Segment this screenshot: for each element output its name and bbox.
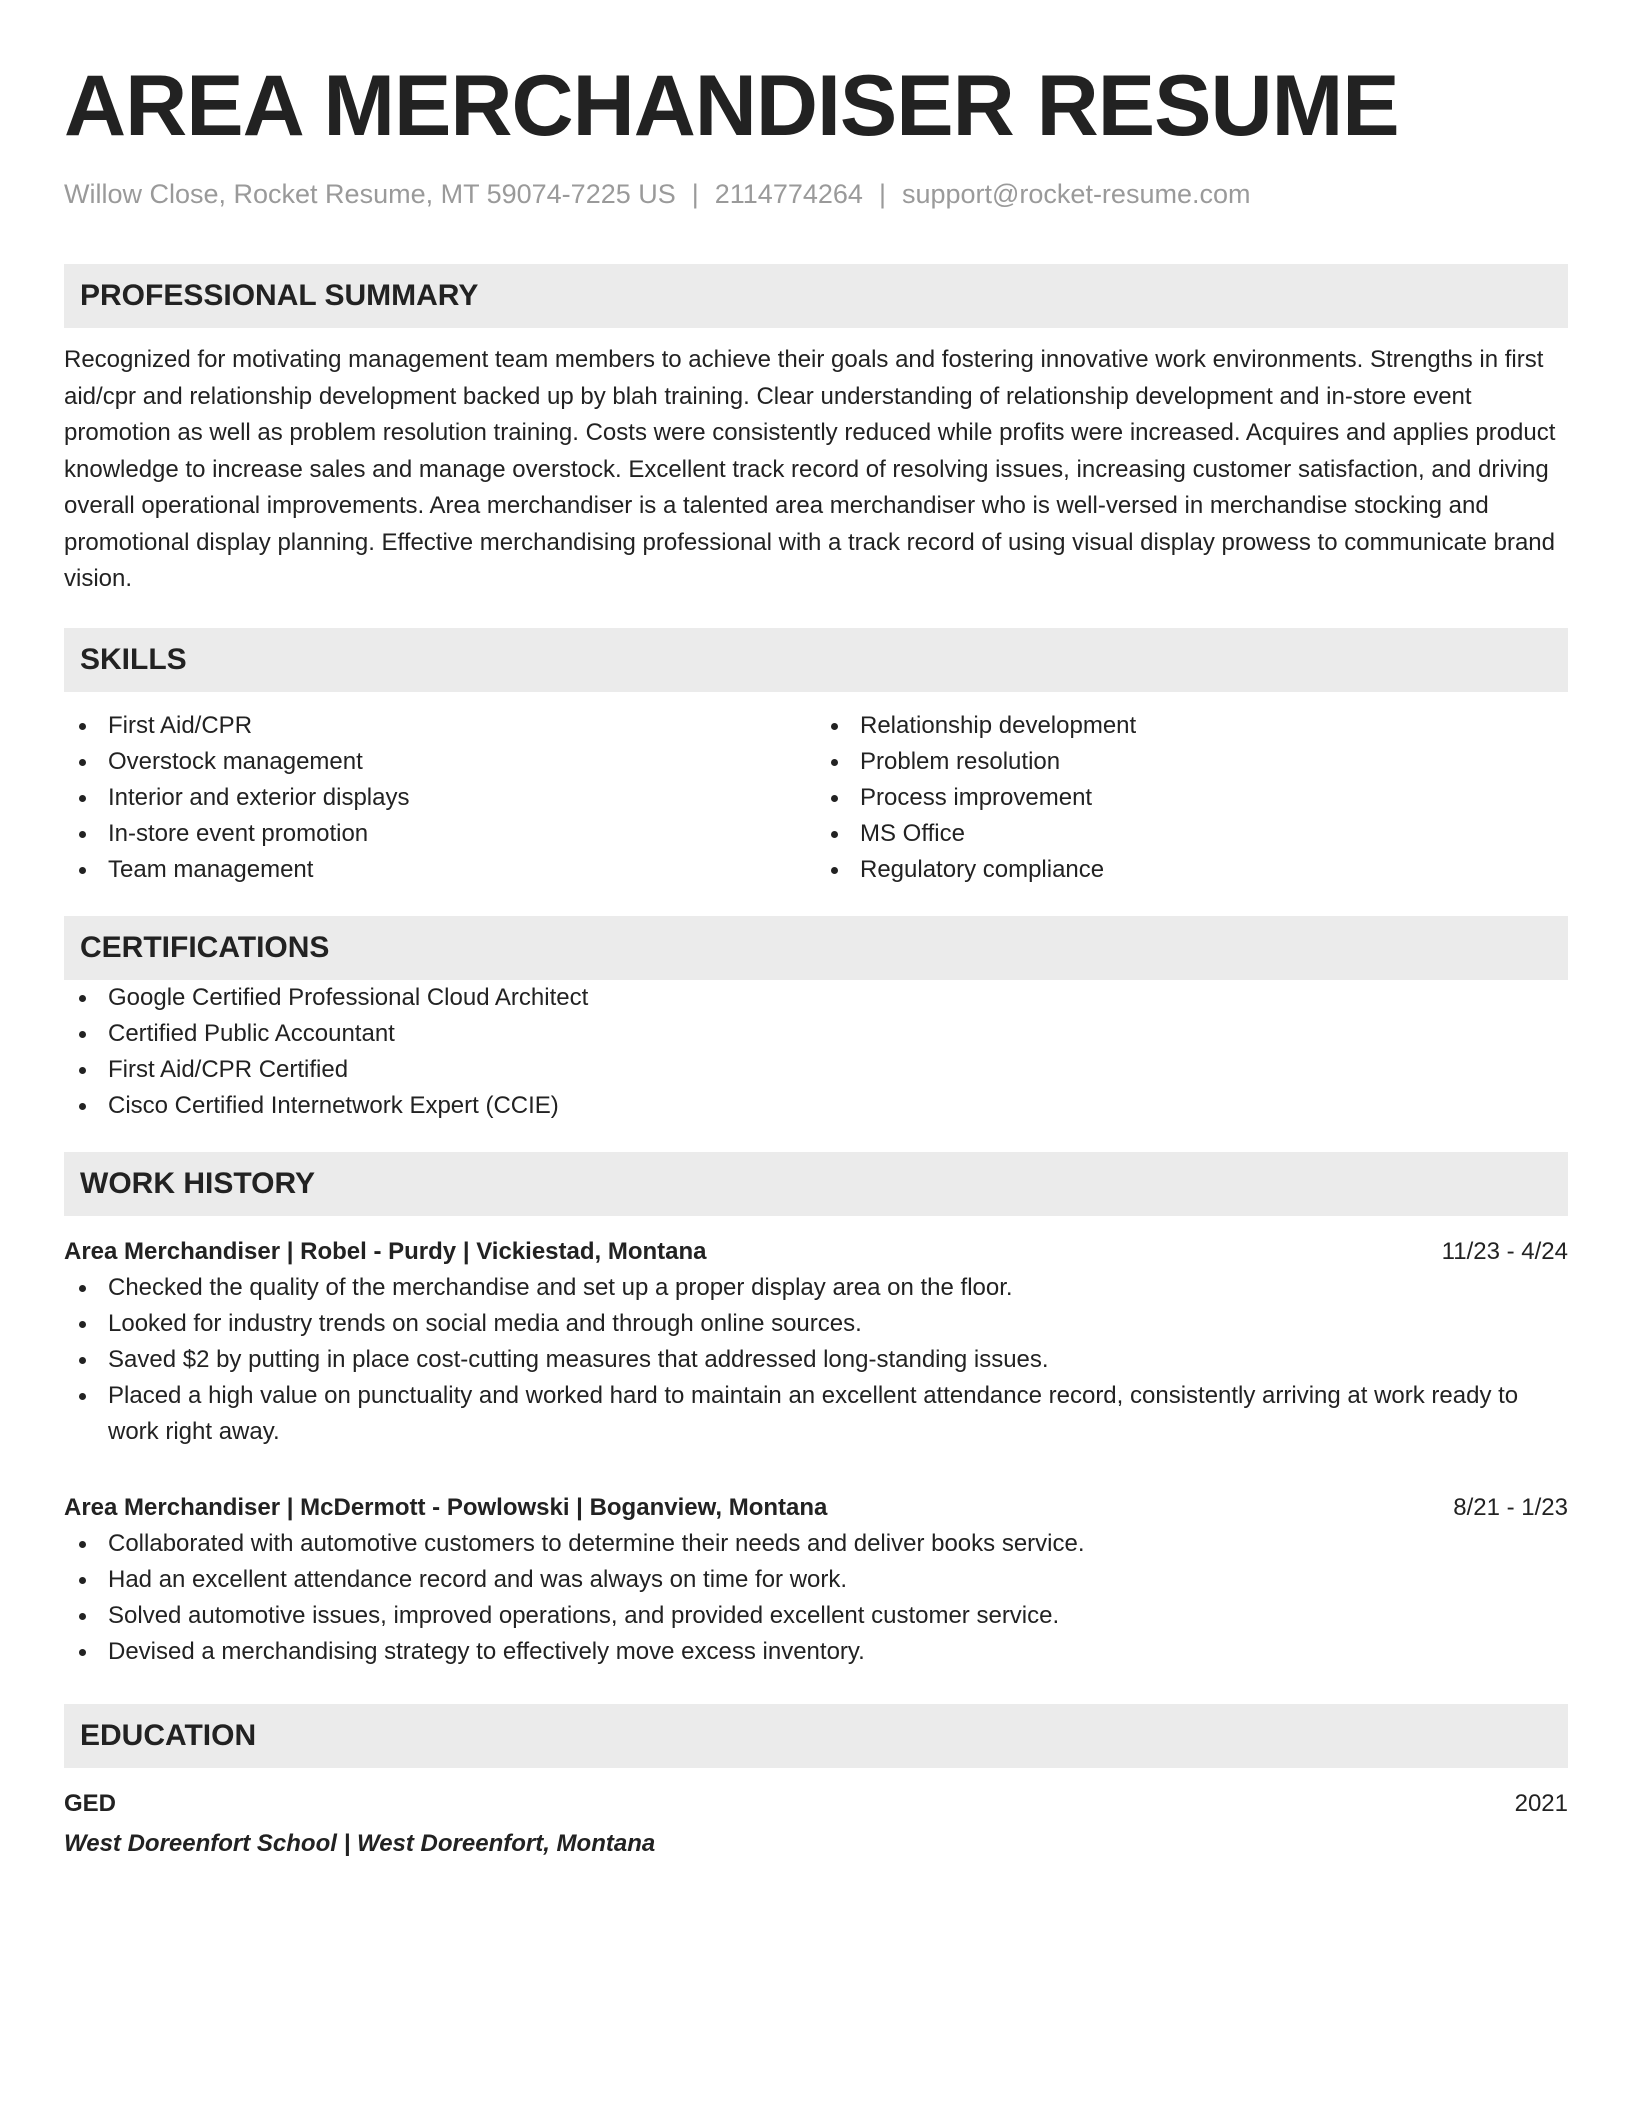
- skills-list: [64, 708, 1568, 888]
- job-bullet: Collaborated with automotive customers to determine their needs and deliver books service.: [64, 1526, 1568, 1562]
- job-bullets: [64, 1270, 1568, 1450]
- skill-item: Relationship development: [816, 708, 1568, 744]
- work-history-heading: WORK HISTORY: [64, 1152, 1568, 1216]
- contact-address: Willow Close, Rocket Resume, MT 59074-7225 US: [64, 179, 676, 209]
- education-header: [64, 1786, 1568, 1822]
- job-bullet: Checked the quality of the merchandise and set up a proper display area on the floor.: [64, 1270, 1568, 1306]
- job-bullet: Solved automotive issues, improved operations, and provided excellent customer service.: [64, 1598, 1568, 1634]
- job-bullet: Placed a high value on punctuality and worked hard to maintain an excellent attendance record, consistently arriving at work ready to work right away.: [64, 1378, 1568, 1450]
- job-bullets: [64, 1526, 1568, 1670]
- contact-separator: |: [691, 179, 699, 209]
- job-bullet: Had an excellent attendance record and was always on time for work.: [64, 1562, 1568, 1598]
- job-title: Area Merchandiser | McDermott - Powlowski | Boganview, Montana: [64, 1493, 828, 1521]
- summary-heading: PROFESSIONAL SUMMARY: [64, 264, 1568, 328]
- skill-item: MS Office: [816, 816, 1568, 852]
- skill-item: Overstock management: [64, 744, 816, 780]
- job-bullet: Saved $2 by putting in place cost-cutting measures that addressed long-standing issues.: [64, 1342, 1568, 1378]
- certification-item: First Aid/CPR Certified: [64, 1052, 1568, 1088]
- education-heading: EDUCATION: [64, 1704, 1568, 1768]
- skill-item: Interior and exterior displays: [64, 780, 816, 816]
- certification-item: Google Certified Professional Cloud Architect: [64, 980, 1568, 1016]
- certification-item: Certified Public Accountant: [64, 1016, 1568, 1052]
- contact-separator: |: [878, 179, 886, 209]
- job-dates: 8/21 - 1/23: [1453, 1493, 1568, 1521]
- skills-column-right: [816, 708, 1568, 888]
- job-entry: [64, 1234, 1568, 1450]
- education-school: West Doreenfort School | West Doreenfort, Montana: [64, 1829, 656, 1857]
- certifications-heading: CERTIFICATIONS: [64, 916, 1568, 980]
- skill-item: Problem resolution: [816, 744, 1568, 780]
- education-entry: [64, 1786, 1568, 1862]
- certification-item: Cisco Certified Internetwork Expert (CCIE): [64, 1088, 1568, 1124]
- skills-heading: SKILLS: [64, 628, 1568, 692]
- job-bullet: Devised a merchandising strategy to effectively move excess inventory.: [64, 1634, 1568, 1670]
- certifications-list: [64, 980, 1568, 1124]
- job-header: [64, 1490, 1568, 1526]
- contact-email: support@rocket-resume.com: [901, 179, 1251, 209]
- skill-item: In-store event promotion: [64, 816, 816, 852]
- education-year: 2021: [1514, 1789, 1568, 1817]
- contact-phone: 2114774264: [714, 179, 863, 209]
- skills-column-left: [64, 708, 816, 888]
- job-dates: 11/23 - 4/24: [1441, 1237, 1568, 1265]
- summary-text: Recognized for motivating management team members to achieve their goals and fostering innovative work environments. Strengths in first aid/cpr and relationship development backed up by blah training. Clear understanding of relationship development and in-store event promotion as well as problem resolution training. Costs were consistently reduced while profits were increased. Acquires and applies product knowledge to increase sales and manage overstock. Excellent track record of resolving issues, increasing customer satisfaction, and driving overall operational improvements. Area merchandiser is a talented area merchandiser who is well-versed in merchandise stocking and promotional display planning. Effective merchandising professional with a track record of using visual display prowess to communicate brand vision.: [64, 346, 1556, 592]
- resume-title: AREA MERCHANDISER RESUME: [64, 58, 1399, 154]
- job-title: Area Merchandiser | Robel - Purdy | Vickiestad, Montana: [64, 1237, 707, 1265]
- skill-item: Regulatory compliance: [816, 852, 1568, 888]
- job-entry: [64, 1490, 1568, 1670]
- skill-item: Team management: [64, 852, 816, 888]
- skill-item: Process improvement: [816, 780, 1568, 816]
- skill-item: First Aid/CPR: [64, 708, 816, 744]
- education-degree: GED: [64, 1789, 117, 1817]
- contact-line: [64, 176, 1568, 212]
- job-header: [64, 1234, 1568, 1270]
- job-bullet: Looked for industry trends on social media and through online sources.: [64, 1306, 1568, 1342]
